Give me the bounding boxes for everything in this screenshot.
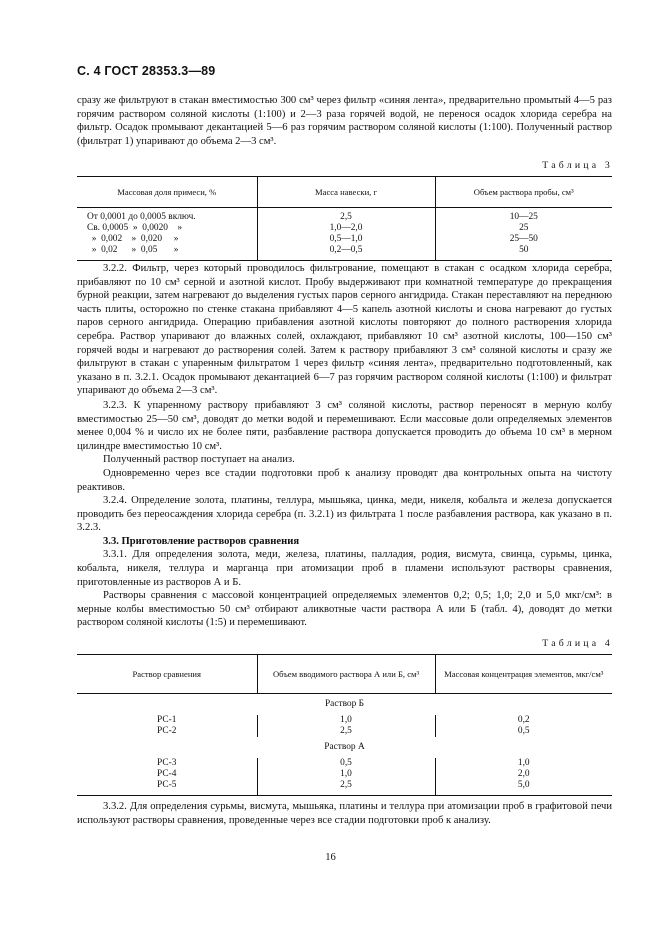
paragraph-top xyxy=(77,94,612,148)
table3-header-0: Массовая доля примеси, % xyxy=(77,177,257,208)
table4-cell: 5,0 xyxy=(435,780,612,796)
table3-cell: 50 xyxy=(435,245,612,261)
table3-caption: Таблица 3 xyxy=(542,160,613,171)
table3-cell: Св. 0,0005 » 0,0020 » xyxy=(87,223,183,233)
paragraph-3-2-3: 3.2.3. К упаренному раствору прибавляют 3 см³ соляной кислоты, раствор переносят в мерную колбу вместимостью 25—50 см³, доводят до метки водой и перемешивают. Если массовые доли определяемых элементов менее 0,004 % и число их не более пяти, разбавление раствора допускается проводить до объема 10 см³ в мерном цилиндре вместимостью 10 см³. xyxy=(77,399,612,452)
paragraph-3-3-2-block xyxy=(77,800,612,827)
table4-cell: 1,0 xyxy=(257,769,435,780)
paragraph-obtained: Полученный раствор поступает на анализ. xyxy=(103,454,295,466)
table4-cell: 0,2 xyxy=(435,715,612,726)
table4-cell: 2,0 xyxy=(435,769,612,780)
paragraph-3-3-2: 3.3.2. Для определения сурьмы, висмута, мышьяка, платины и теллура при атомизации проб в графитовой печи используют растворы сравнения, проведенные через все стадии подготовки проб к анализу. xyxy=(77,801,612,826)
table3-cell: 0,2—0,5 xyxy=(257,245,435,261)
paragraph-text: сразу же фильтруют в стакан вместимостью 300 см³ через фильтр «синяя лента», предварительно промытый 4—5 раз горячим раствором соляной кислоты (1:100) и 2—3 раза горячей водой, не перенося осадок хлорида серебра на фильтр. Осадок промывают декантацией 5—6 раз горячим раствором соляной кислоты (1:100). Полученный раствор (фильтрат 1) упаривают до объема 2—3 см³. xyxy=(77,95,612,147)
table-row xyxy=(77,234,612,245)
table4-group-b: Раствор Б xyxy=(324,699,365,709)
table3-cell: 2,5 xyxy=(257,208,435,224)
table-row xyxy=(77,769,612,780)
paragraph-3-3-1-b: Растворы сравнения с массовой концентрацией определяемых элементов 0,2; 0,5; 1,0; 2,0 и 5,0 мкг/см³: в мерные колбы вместимостью 50 см³ отбирают аликвотные части раствора А или Б (табл. 4), доводят до метки раствором соляной кислоты (1:5) и перемешивают. xyxy=(77,590,612,629)
table-row xyxy=(77,780,612,796)
table3-header-1: Масса навески, г xyxy=(257,177,435,208)
table4-caption: Таблица 4 xyxy=(542,638,613,649)
table3-cell: 10—25 xyxy=(435,208,612,224)
paragraph-control: Одновременно через все стадии подготовки проб к анализу проводят два контрольных опыта на чистоту реактивов. xyxy=(77,467,612,493)
table-4 xyxy=(77,654,612,796)
table4-cell: РС-3 xyxy=(157,758,177,768)
table3-cell: 0,5—1,0 xyxy=(257,234,435,245)
table4-header-1: Объем вводимого раствора А или Б, см³ xyxy=(257,655,435,694)
table4-cell: 0,5 xyxy=(435,726,612,737)
table3-cell: 1,0—2,0 xyxy=(257,223,435,234)
table-row xyxy=(77,223,612,234)
table4-cell: РС-1 xyxy=(157,715,177,725)
page-header: С. 4 ГОСТ 28353.3—89 xyxy=(77,64,216,78)
table4-group-a: Раствор А xyxy=(324,742,365,752)
body-text-block xyxy=(77,262,612,630)
table-row xyxy=(77,726,612,737)
table-row xyxy=(77,245,612,261)
table4-cell: РС-2 xyxy=(157,726,177,736)
table-group-row xyxy=(77,694,612,716)
table4-cell: 0,5 xyxy=(257,758,435,769)
table-row xyxy=(77,208,612,224)
table4-cell: 1,0 xyxy=(257,715,435,726)
table3-header-2: Объем раствора пробы, см³ xyxy=(435,177,612,208)
table4-cell: РС-5 xyxy=(77,780,257,796)
section-heading-3-3: 3.3. Приготовление растворов сравнения xyxy=(103,535,300,547)
table4-cell: 1,0 xyxy=(435,758,612,769)
table-3 xyxy=(77,176,612,261)
page-number: 16 xyxy=(325,852,336,863)
table3-cell: » 0,02 » 0,05 » xyxy=(77,245,257,261)
table-row xyxy=(77,715,612,726)
paragraph-3-3-1: 3.3.1. Для определения золота, меди, железа, платины, палладия, родия, висмута, свинца, сурьмы, цинка, кобальта, никеля, теллура и марганца при атомизации проб в пламени используют растворы сравнения, приготовленные из растворов А и Б. xyxy=(77,549,612,588)
paragraph-3-2-2: 3.2.2. Фильтр, через который проводилось фильтрование, помещают в стакан с осадком хлорида серебра, прибавляют по 10 см³ серной и азотной кислот. Пробу выдерживают при комнатной температуре до прекращения бурной реакции, затем нагревают до выделения густых паров серного ангидрида. Стакан переставляют на переднюю часть плиты, осторожно по стенке стакана прибавляют 4—5 капель азотной кислоты и снова нагревают до густых паров серного ангидрида. Операцию прибавления азотной кислоты повторяют до полного растворения хлорида серебра. Раствор упаривают до влажных солей, охлаждают, прибавляют 10 см³ азотной кислоты, 100—150 см³ горячей воды и нагревают до растворения солей. Затем к раствору прибавляют 3 см³ соляной кислоты и сразу же фильтруют в стакан с упаренным фильтратом 1 через фильтр «синяя лента», предварительно подготовленный, как указано в п. 3.2.1. Осадок промывают декантацией 6—7 раз горячим раствором соляной кислоты (1:100) и фильтрат упаривают до объема 2—3 см³. xyxy=(77,263,612,397)
table-row xyxy=(77,758,612,769)
table3-cell: » 0,002 » 0,020 » xyxy=(87,234,179,244)
table3-cell: 25 xyxy=(435,223,612,234)
table3-cell: 25—50 xyxy=(435,234,612,245)
table4-cell: РС-4 xyxy=(157,769,177,779)
table4-cell: 2,5 xyxy=(257,726,435,737)
table4-cell: 2,5 xyxy=(257,780,435,796)
table4-header-2: Массовая концентрация элементов, мкг/см³ xyxy=(435,655,612,694)
table3-cell: От 0,0001 до 0,0005 включ. xyxy=(87,212,196,222)
paragraph-3-2-4: 3.2.4. Определение золота, платины, теллура, мышьяка, цинка, меди, никеля, кобальта и железа допускается проводить без переосаждения хлорида серебра (п. 3.2.1) из фильтрата 1 после разбавления раствора, как указано в п. 3.2.3. xyxy=(77,495,612,534)
table-group-row xyxy=(77,737,612,758)
table4-header-0: Раствор сравнения xyxy=(77,655,257,694)
